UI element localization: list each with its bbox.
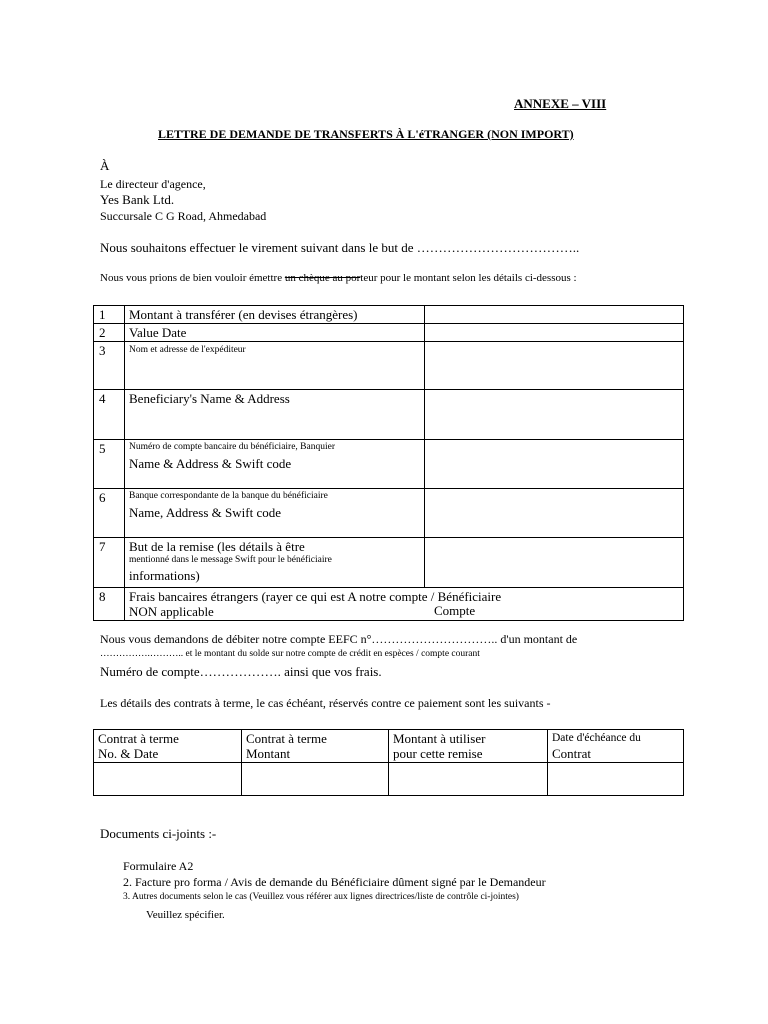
- address-line-3: Succursale C G Road, Ahmedabad: [100, 209, 267, 223]
- value-cell[interactable]: [389, 763, 548, 796]
- row-number: 3: [94, 342, 125, 390]
- value-cell[interactable]: [425, 390, 684, 440]
- charges-compte-label: Compte: [434, 603, 476, 618]
- address-line-2: Yes Bank Ltd.: [100, 192, 175, 207]
- value-cell[interactable]: [94, 763, 242, 796]
- row-number: 2: [94, 324, 125, 342]
- value-cell[interactable]: [425, 306, 684, 324]
- debit-line-1: Nous vous demandons de débiter notre compte EEFC n°………………………….. d'un montant de: [100, 632, 578, 646]
- address-to: À: [100, 158, 110, 173]
- row-number: 7: [94, 538, 125, 588]
- request-text-before: Nous vous prions de bien vouloir émettre: [100, 272, 285, 284]
- table-row: [94, 306, 684, 324]
- row-label: Beneficiary's Name & Address: [125, 390, 425, 440]
- column-header: Date d'échéance du Contrat: [548, 730, 684, 763]
- row-label: Banque correspondante de la banque du bénéficiaire Name, Address & Swift code: [125, 489, 425, 538]
- address-line-1: Le directeur d'agence,: [100, 177, 206, 191]
- column-header: Contrat à terme No. & Date: [94, 730, 242, 763]
- row-number: 1: [94, 306, 125, 324]
- table-header-row: [94, 730, 684, 763]
- row-number: 6: [94, 489, 125, 538]
- value-cell[interactable]: [425, 440, 684, 489]
- forward-contracts-table: [93, 729, 684, 796]
- table-row: [94, 324, 684, 342]
- debit-line-3: Numéro de compte………………. ainsi que vos frais.: [100, 664, 382, 679]
- value-cell[interactable]: [425, 538, 684, 588]
- row-label: But de la remise (les détails à être mentionné dans le message Swift pour le bénéficiaire informations): [125, 538, 425, 588]
- row-label: Numéro de compte bancaire du bénéficiaire, Banquier Name & Address & Swift code: [125, 440, 425, 489]
- annexe-label: ANNEXE – VIII: [514, 96, 607, 111]
- table-row: [94, 440, 684, 489]
- column-header: Contrat à terme Montant: [242, 730, 389, 763]
- value-cell[interactable]: [425, 489, 684, 538]
- request-line: [100, 272, 577, 284]
- row-label: Value Date: [125, 324, 425, 342]
- request-text-after: teur pour le montant selon les détails ci-dessous :: [360, 272, 577, 284]
- document-item-3-specify: Veuillez spécifier.: [146, 909, 225, 921]
- table-row: [94, 390, 684, 440]
- row-number: 8: [94, 588, 125, 621]
- column-header: Montant à utiliser pour cette remise: [389, 730, 548, 763]
- table-row: [94, 763, 684, 796]
- forward-contracts-intro: Les détails des contrats à terme, le cas échéant, réservés contre ce paiement sont les suivants -: [100, 696, 551, 710]
- table-row: [94, 489, 684, 538]
- value-cell[interactable]: [425, 324, 684, 342]
- document-item-1: Formulaire A2: [123, 859, 194, 873]
- request-text-struck: un chèque au por: [284, 272, 361, 284]
- table-row: [94, 538, 684, 588]
- value-cell[interactable]: [548, 763, 684, 796]
- row-label: Frais bancaires étrangers (rayer ce qui est A notre compte / Bénéficiaire NON applicable Compte: [125, 588, 684, 621]
- row-label: Montant à transférer (en devises étrangères): [125, 306, 425, 324]
- value-cell[interactable]: [425, 342, 684, 390]
- row-number: 5: [94, 440, 125, 489]
- table-row: [94, 342, 684, 390]
- purpose-line: Nous souhaitons effectuer le virement suivant dans le but de ………………………………..: [100, 240, 580, 255]
- row-number: 4: [94, 390, 125, 440]
- debit-line-2: …………….……….. et le montant du solde sur notre compte de crédit en espèces / compte courant: [100, 649, 480, 659]
- transfer-details-table: [93, 305, 684, 621]
- value-cell[interactable]: [242, 763, 389, 796]
- documents-heading: Documents ci-joints :-: [100, 826, 217, 841]
- document-item-2: 2. Facture pro forma / Avis de demande du Bénéficiaire dûment signé par le Demandeur: [123, 875, 546, 889]
- document-title: LETTRE DE DEMANDE DE TRANSFERTS À L'éTRANGER (NON IMPORT): [158, 127, 574, 141]
- table-row: [94, 588, 684, 621]
- document-item-3: 3. Autres documents selon le cas (Veuillez vous référer aux lignes directrices/liste de contrôle ci-jointes): [123, 892, 519, 902]
- row-label: Nom et adresse de l'expéditeur: [125, 342, 425, 390]
